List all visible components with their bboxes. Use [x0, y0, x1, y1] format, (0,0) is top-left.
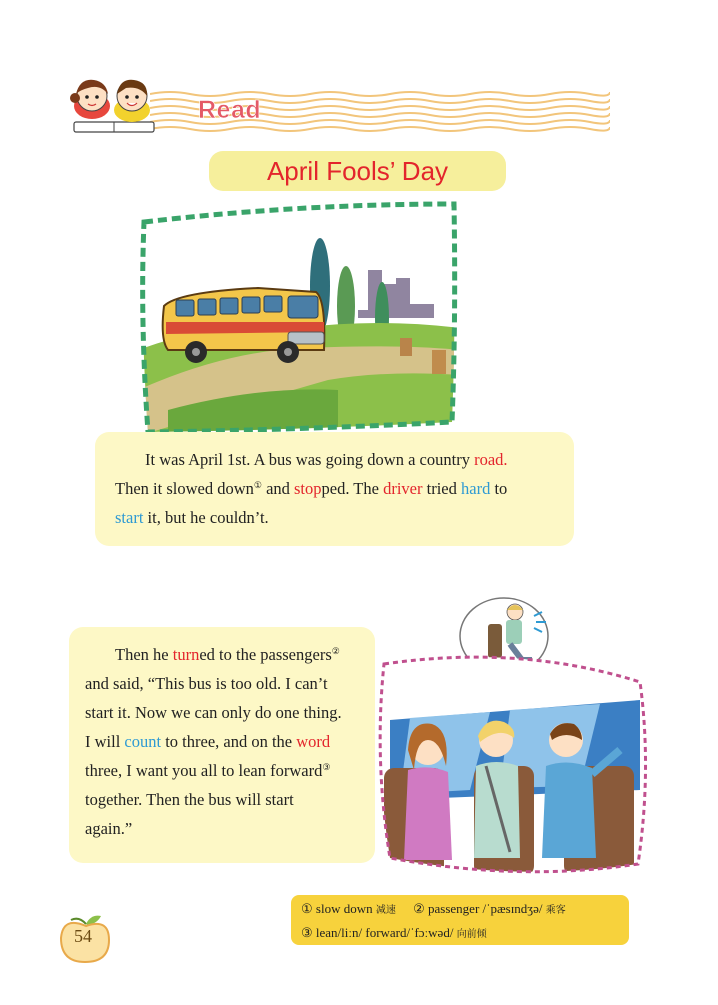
- text-segment: .: [503, 450, 508, 469]
- vocab-word: word: [296, 732, 331, 751]
- footnote-1: [301, 898, 396, 922]
- text-segment: tried: [422, 479, 461, 498]
- passengers-illustration: [370, 590, 660, 880]
- text-segment: It was April 1st. A bus was going down a country: [145, 450, 475, 469]
- paragraph-2-line-1: [85, 640, 365, 669]
- text-segment: I will: [85, 732, 125, 751]
- section-label: Read: [198, 96, 262, 124]
- vocabulary-footnote-box: [291, 895, 629, 945]
- paragraph-2-line-4: [85, 727, 365, 756]
- text-segment: and: [261, 479, 295, 498]
- footnote-english: passenger /ˈpæsɪndʒə/: [424, 901, 546, 916]
- vocab-hard: hard: [461, 479, 491, 498]
- footnote-number: ②: [413, 901, 425, 916]
- section-header: [60, 70, 620, 140]
- passengers-scene-image: [370, 590, 660, 880]
- paragraph-2-line-3: start it. Now we can only do one thing.: [85, 703, 342, 722]
- reading-kids-icon: [60, 70, 160, 134]
- vocab-driver: driver: [383, 479, 423, 498]
- footnote-number: ③: [301, 925, 313, 940]
- footnote-number: ①: [301, 901, 313, 916]
- paragraph-1-line-3: [115, 503, 556, 532]
- page-title: April Fools’ Day: [266, 155, 449, 186]
- paragraph-2-line-7: again.”: [85, 819, 133, 838]
- paragraph-2-line-6: together. Then the bus will start: [85, 790, 294, 809]
- title-banner: [209, 151, 506, 191]
- story-paragraph-2: [69, 627, 375, 863]
- vocab-count: count: [124, 732, 162, 751]
- page-number: 54: [74, 926, 92, 946]
- bus-scene-image: [138, 200, 460, 436]
- footnote-english: slow down: [312, 901, 376, 916]
- footnote-ref-2: ②: [331, 646, 340, 656]
- paragraph-1-line-2: [115, 474, 556, 503]
- text-segment: it, but he couldn’t.: [143, 508, 269, 527]
- text-segment: to: [490, 479, 508, 498]
- text-segment: ed to the passengers: [199, 645, 332, 664]
- text-segment: Then it slowed down: [115, 479, 254, 498]
- footnote-ref-1: ①: [253, 480, 262, 490]
- footnote-chinese: 减速: [375, 905, 396, 916]
- text-segment: to three, and on the: [161, 732, 297, 751]
- footnote-row-2: [301, 922, 629, 946]
- bus-illustration: [138, 200, 460, 436]
- vocab-start: start: [115, 508, 144, 527]
- paragraph-1-line-1: [115, 445, 556, 474]
- footnote-2: [413, 898, 566, 922]
- footnote-row-1: [301, 898, 629, 922]
- footnote-ref-3: ③: [322, 762, 331, 772]
- footnote-english: lean/liːn/ forward/ˈfɔːwəd/: [312, 925, 457, 940]
- text-segment: Then he: [115, 645, 173, 664]
- vocab-stop: stop: [294, 479, 322, 498]
- footnote-3: [301, 922, 487, 946]
- footnote-chinese: 乘客: [545, 905, 566, 916]
- text-segment: three, I want you all to lean forward: [85, 761, 323, 780]
- text-segment: ped. The: [321, 479, 384, 498]
- vocab-turn: turn: [172, 645, 200, 664]
- vocab-road: road: [474, 450, 504, 469]
- paragraph-2-line-2: and said, “This bus is too old. I can’t: [85, 674, 328, 693]
- footnote-chinese: 向前倾: [456, 929, 487, 940]
- paragraph-2-line-5: [85, 756, 365, 785]
- story-paragraph-1: [95, 432, 574, 546]
